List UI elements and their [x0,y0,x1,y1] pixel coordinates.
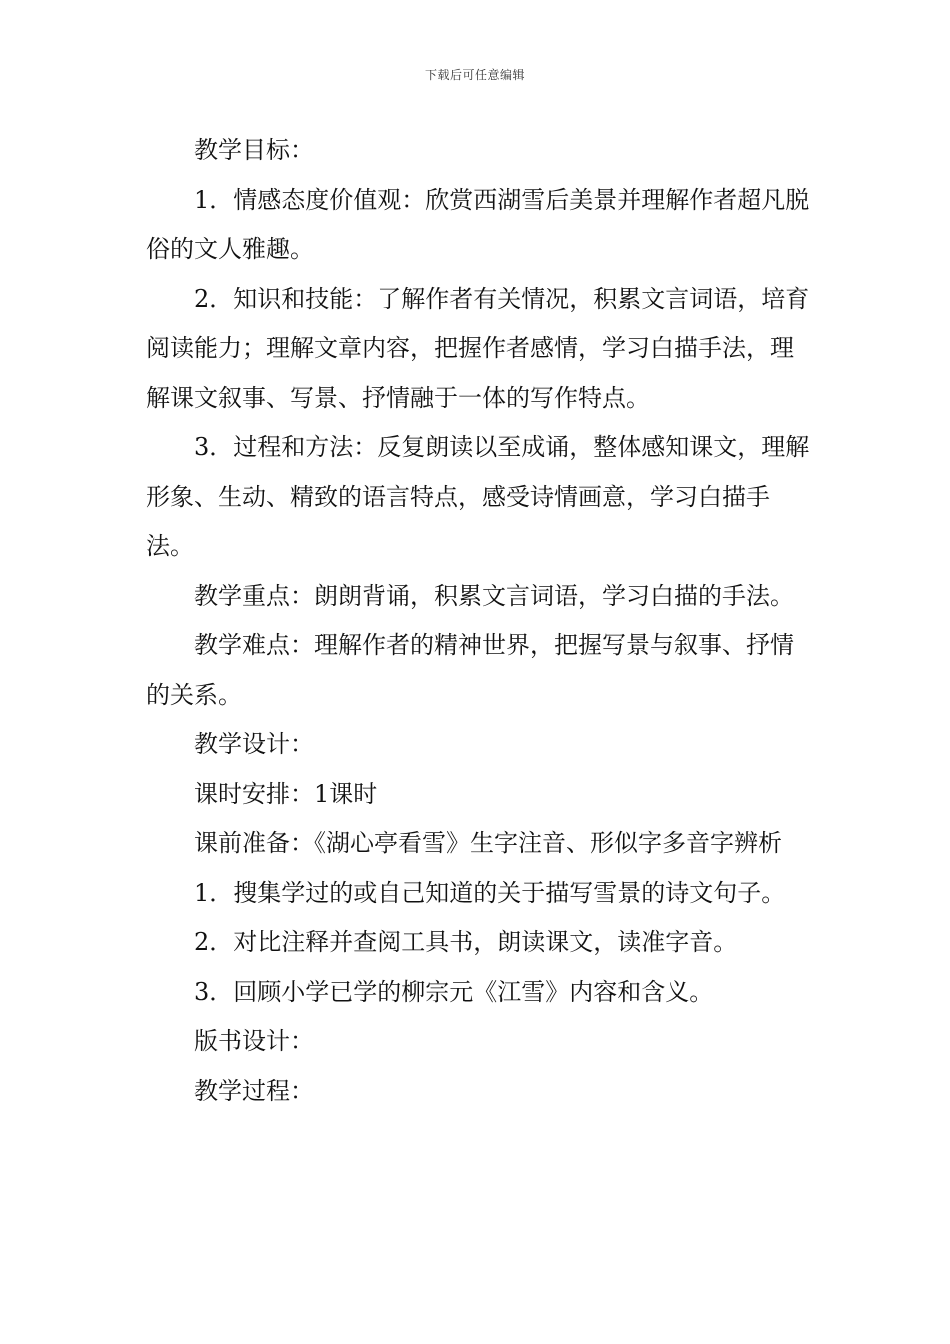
paragraph-prep-2: 2．对比注释并查阅工具书，朗读课文，读准字音。 [194,928,738,956]
paragraph-prep-3: 3．回顾小学已学的柳宗元《江雪》内容和含义。 [194,977,714,1006]
paragraph-goal-2: 2．知识和技能：了解作者有关情况，积累文言词语，培育阅读能力；理解文章内容，把握作者感情，学习白描手法，理解课文叙事、写景、抒情融于一体的写作特点。 [146,284,810,412]
paragraph-teaching-design: 教学设计： [194,730,314,758]
paragraph-goal-1: 1．情感态度价值观：欣赏西湖雪后美景并理解作者超凡脱俗的文人雅趣。 [146,185,810,263]
paragraph-preparation: 课前准备：《湖心亭看雪》生字注音、形似字多音字辨析 [194,829,782,857]
paragraph-class-schedule: 课时安排：1课时 [194,779,378,808]
document-body [146,126,812,1116]
paragraph-prep-1: 1．搜集学过的或自己知道的关于描写雪景的诗文句子。 [194,878,786,907]
paragraph-teaching-difficulty: 教学难点：理解作者的精神世界，把握写景与叙事、抒情的关系。 [146,631,794,709]
page-header: 下载后可任意编辑 [424,68,525,82]
paragraph-teaching-goals-heading: 教学目标： [194,136,314,164]
paragraph-teaching-process: 教学过程： [194,1076,314,1105]
paragraph-teaching-focus: 教学重点：朗朗背诵，积累文言词语，学习白描的手法。 [194,581,794,610]
paragraph-goal-3: 3．过程和方法：反复朗读以至成诵，整体感知课文，理解形象、生动、精致的语言特点，感受诗情画意，学习白描手法。 [146,433,810,560]
paragraph-board-design: 版书设计： [194,1027,314,1055]
